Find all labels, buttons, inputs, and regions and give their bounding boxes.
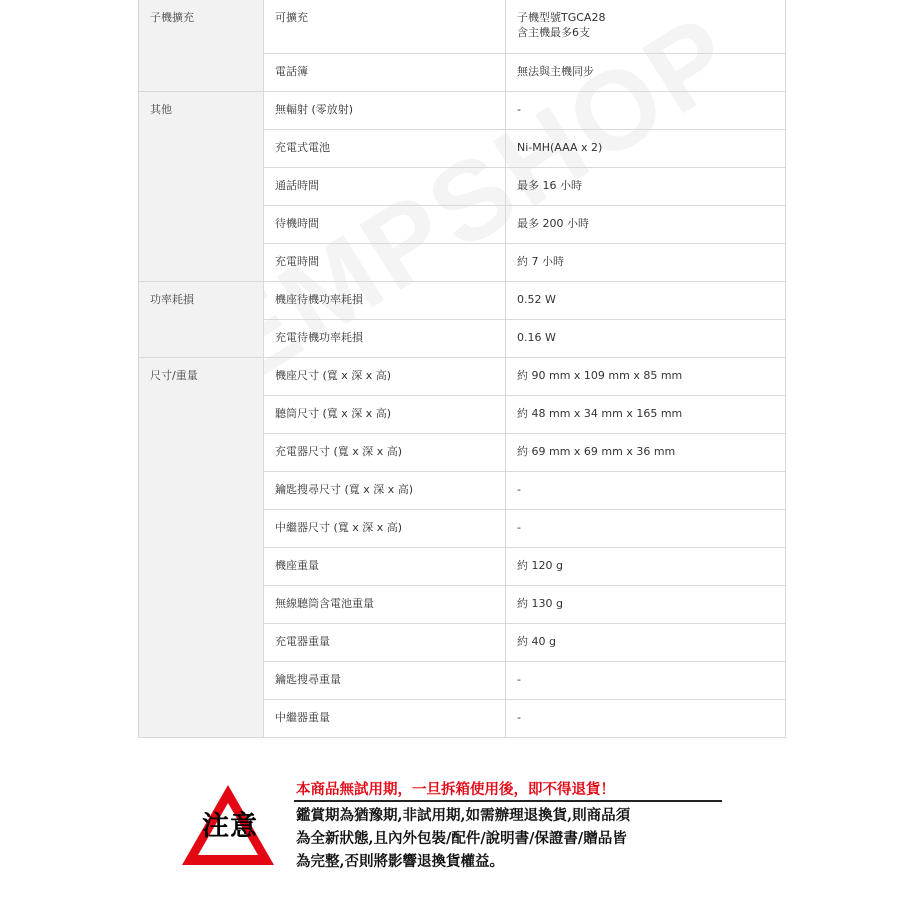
spec-value: -	[506, 700, 786, 738]
spec-label: 充電器重量	[264, 624, 506, 662]
spec-value: 約 90 mm x 109 mm x 85 mm	[506, 358, 786, 396]
spec-label: 充電器尺寸 (寬 x 深 x 高)	[264, 434, 506, 472]
table-row	[139, 358, 786, 396]
spec-table-body	[139, 0, 786, 738]
spec-value: Ni-MH(AAA x 2)	[506, 130, 786, 168]
spec-label: 中繼器重量	[264, 700, 506, 738]
spec-category: 子機擴充	[139, 0, 264, 92]
spec-category: 尺寸/重量	[139, 358, 264, 738]
spec-label: 可擴充	[264, 0, 506, 54]
spec-label: 充電式電池	[264, 130, 506, 168]
spec-value: 約 69 mm x 69 mm x 36 mm	[506, 434, 786, 472]
notice-divider	[294, 800, 722, 802]
spec-label: 機座重量	[264, 548, 506, 586]
spec-value: 約 120 g	[506, 548, 786, 586]
spec-value: 最多 200 小時	[506, 206, 786, 244]
notice-headline: 本商品無試用期，一旦拆箱使用後，即不得退貨！	[296, 781, 615, 798]
spec-category: 功率耗損	[139, 282, 264, 358]
notice-box	[180, 780, 740, 870]
spec-value: -	[506, 510, 786, 548]
spec-value: 0.16 W	[506, 320, 786, 358]
spec-table	[138, 0, 786, 738]
spec-label: 充電時間	[264, 244, 506, 282]
notice-badge: 注意	[202, 811, 258, 842]
spec-value: 約 48 mm x 34 mm x 165 mm	[506, 396, 786, 434]
spec-label: 鑰匙搜尋尺寸 (寬 x 深 x 高)	[264, 472, 506, 510]
spec-value: -	[506, 472, 786, 510]
table-row	[139, 282, 786, 320]
spec-value: 約 130 g	[506, 586, 786, 624]
spec-label: 通話時間	[264, 168, 506, 206]
spec-value: -	[506, 92, 786, 130]
table-row	[139, 92, 786, 130]
spec-value: -	[506, 662, 786, 700]
notice-body: 鑑賞期為猶豫期,非試用期,如需辦理退換貨,則商品須 為全新狀態,且內外包裝/配件/說明書/保證書/贈品皆 為完整,否則將影響退換貨權益。	[296, 807, 631, 870]
spec-category: 其他	[139, 92, 264, 282]
spec-label: 機座尺寸 (寬 x 深 x 高)	[264, 358, 506, 396]
spec-label: 中繼器尺寸 (寬 x 深 x 高)	[264, 510, 506, 548]
spec-label: 機座待機功率耗損	[264, 282, 506, 320]
spec-label: 無線聽筒含電池重量	[264, 586, 506, 624]
spec-label: 無輻射 (零放射)	[264, 92, 506, 130]
spec-label: 聽筒尺寸 (寬 x 深 x 高)	[264, 396, 506, 434]
spec-label: 待機時間	[264, 206, 506, 244]
spec-value: 約 7 小時	[506, 244, 786, 282]
spec-value: 約 40 g	[506, 624, 786, 662]
table-row	[139, 0, 786, 54]
spec-value: 0.52 W	[506, 282, 786, 320]
spec-label: 充電待機功率耗損	[264, 320, 506, 358]
spec-label: 鑰匙搜尋重量	[264, 662, 506, 700]
spec-value: 最多 16 小時	[506, 168, 786, 206]
spec-value: 子機型號TGCA28 含主機最多6支	[506, 0, 786, 54]
spec-label: 電話簿	[264, 54, 506, 92]
spec-value: 無法與主機同步	[506, 54, 786, 92]
